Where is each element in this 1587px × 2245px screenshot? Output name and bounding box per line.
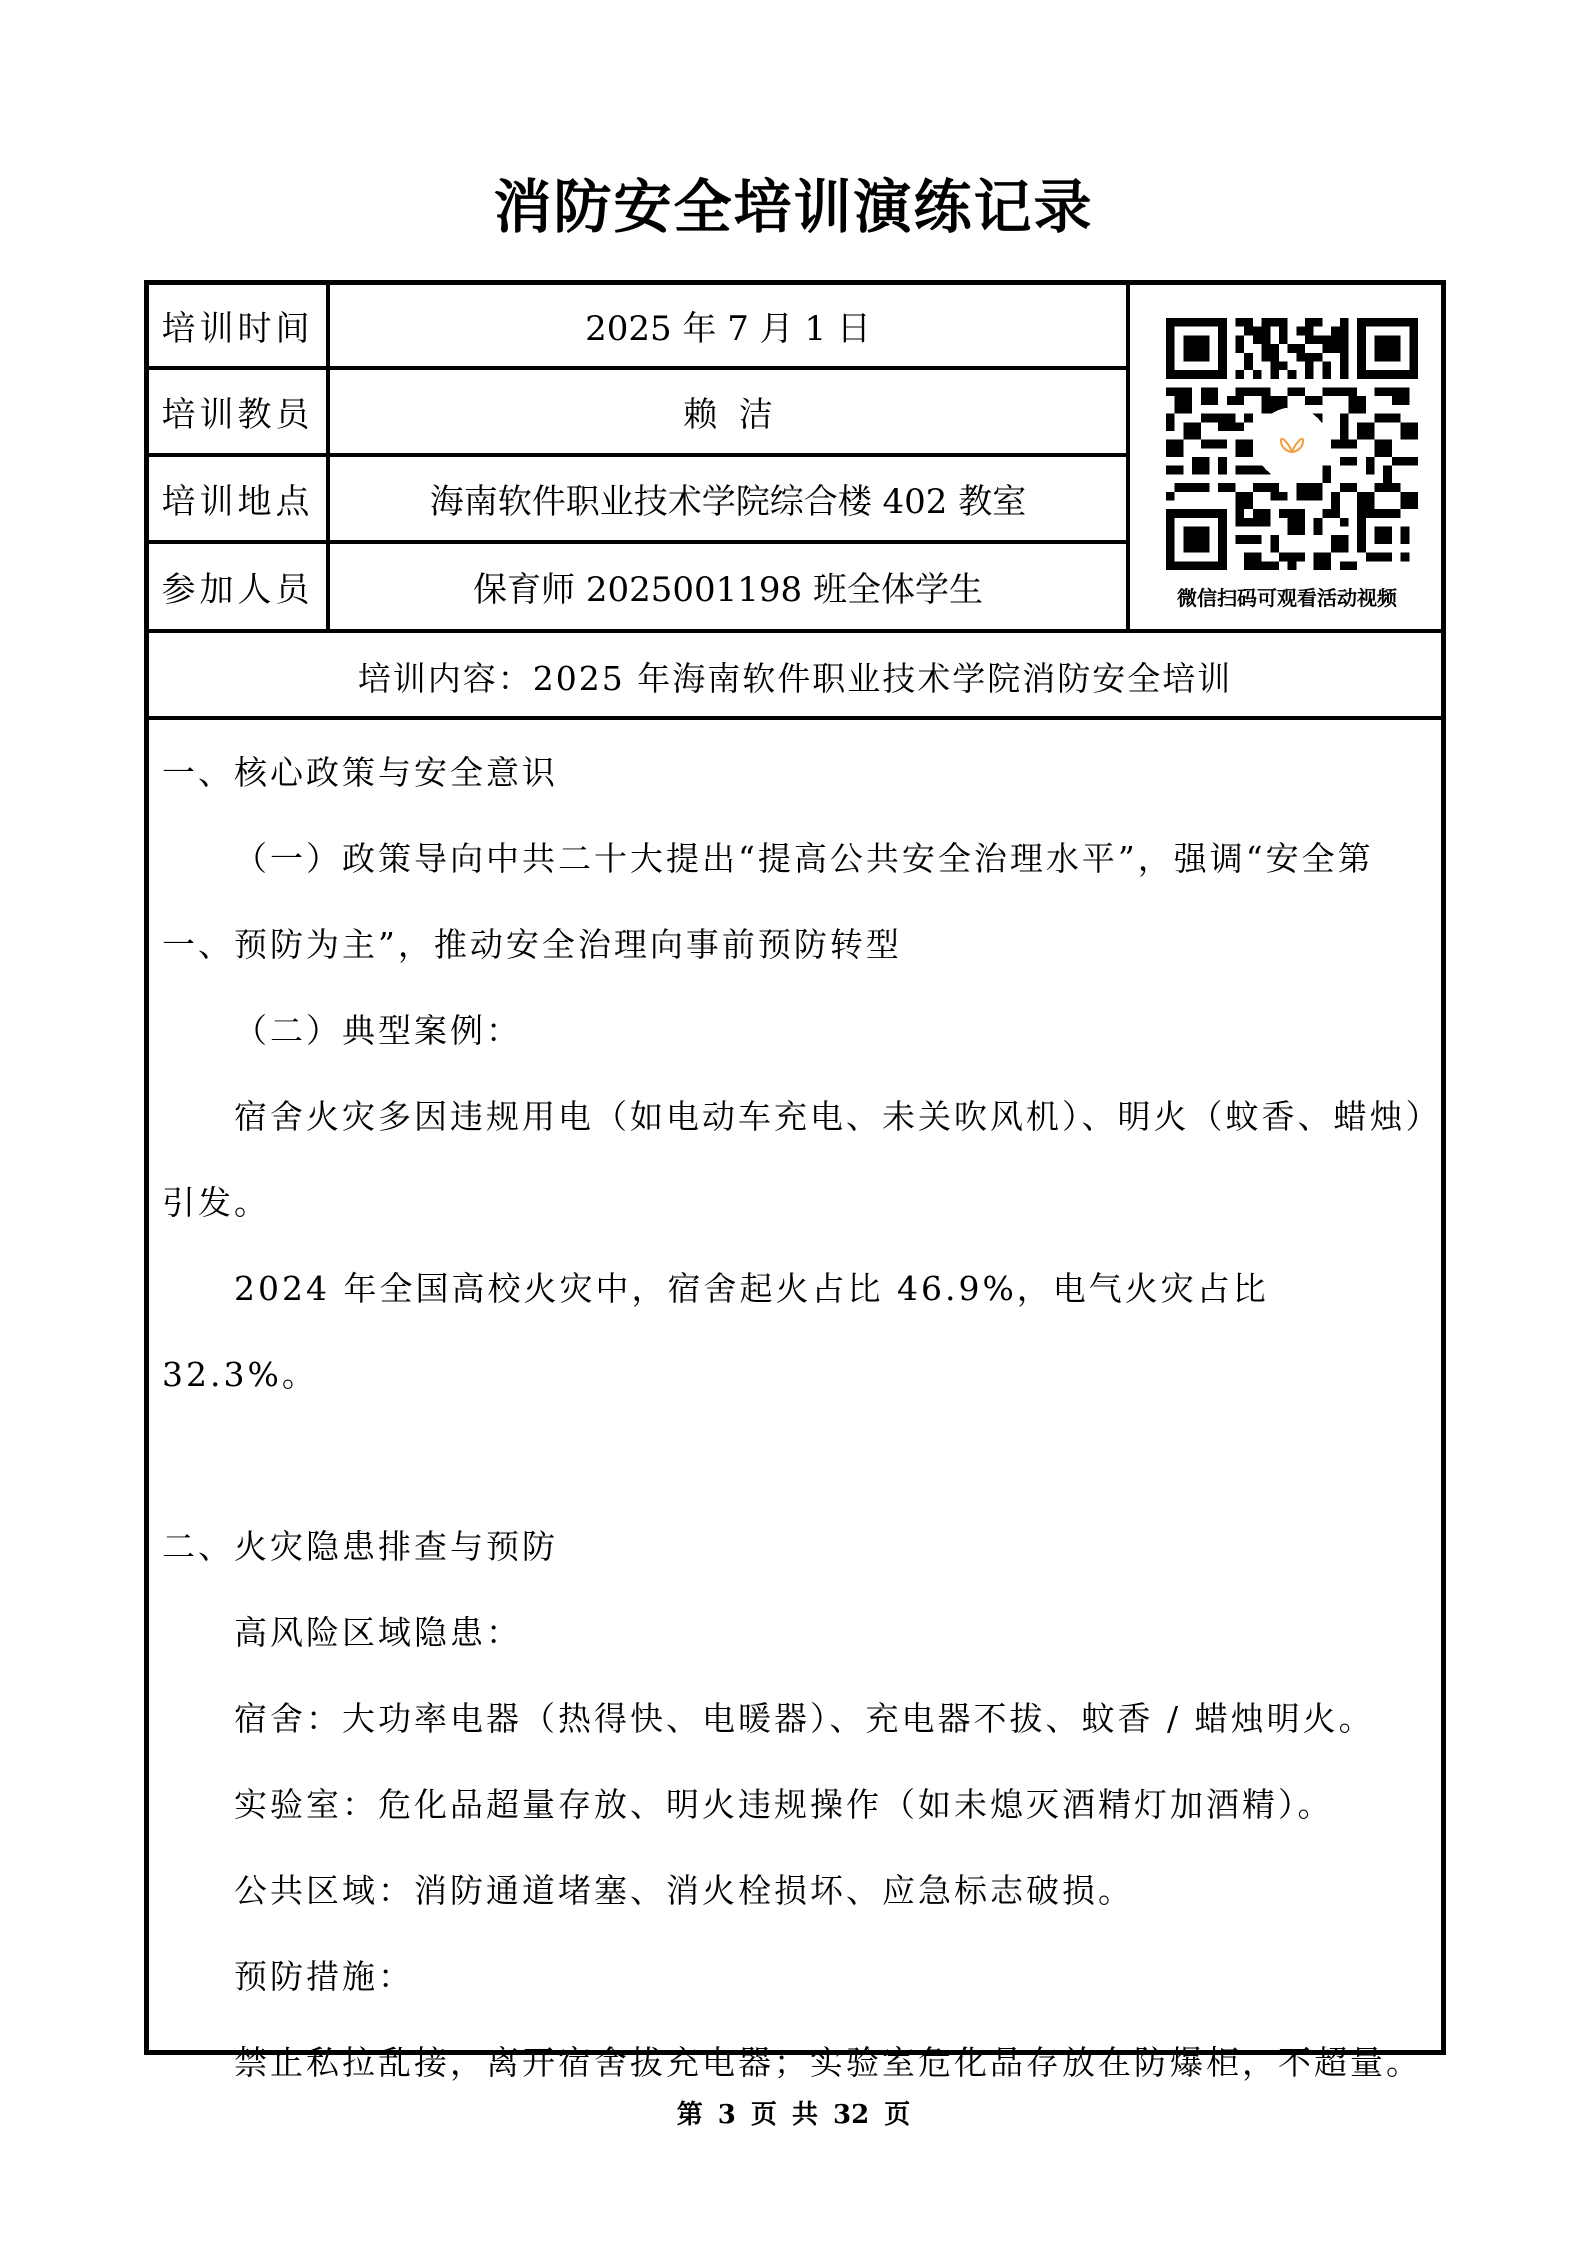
qr-caption: 微信扫码可观看活动视频	[1177, 586, 1397, 610]
butterfly-logo-icon	[1278, 432, 1306, 456]
paragraph: （一）政策导向中共二十大提出“提高公共安全治理水平”，强调“安全第一、预防为主”，推动安全治理向事前预防转型	[162, 839, 1374, 964]
document-title: 消防安全培训演练记录	[493, 173, 1094, 241]
page-number: 第 3 页 共 32 页	[676, 2100, 911, 2130]
paragraph: 高风险区域隐患：	[234, 1613, 522, 1652]
training-content-body	[162, 730, 1432, 2106]
label-participants: 参加人员	[161, 570, 314, 610]
label-location: 培训地点	[161, 482, 314, 522]
paragraph: 2024 年全国高校火灾中，宿舍起火占比 46.9%，电气火灾占比 32.3%。	[162, 1269, 1269, 1394]
paragraph: 公共区域：消防通道堵塞、消火栓损坏、应急标志破损。	[234, 1871, 1134, 1910]
paragraph: 实验室：危化品超量存放、明火违规操作（如未熄灭酒精灯加酒精）。	[234, 1785, 1334, 1824]
paragraph: 禁止私拉乱接，离开宿舍拔充电器；实验室危化品存放在防爆柜，不超量。	[234, 2043, 1422, 2082]
label-trainer: 培训教员	[161, 395, 314, 435]
value-training-time: 2025 年 7 月 1 日	[585, 309, 871, 349]
qr-code-icon[interactable]	[1166, 318, 1418, 570]
label-training-time: 培训时间	[161, 309, 314, 349]
value-location: 海南软件职业技术学院综合楼 402 教室	[429, 482, 1027, 522]
row-divider	[144, 629, 1446, 633]
paragraph: 宿舍火灾多因违规用电（如电动车充电、未关吹风机）、明火（蚊香、蜡烛）引发。	[162, 1097, 1425, 1222]
section-heading: 一、核心政策与安全意识	[162, 753, 558, 792]
value-trainer: 赖 洁	[683, 395, 773, 435]
value-participants: 保育师 2025001198 班全体学生	[473, 570, 983, 610]
paragraph: 预防措施：	[234, 1957, 414, 1996]
paragraph: （二）典型案例：	[234, 1011, 522, 1050]
spacer	[162, 1418, 1432, 1504]
paragraph: 宿舍：大功率电器（热得快、电暖器）、充电器不拔、蚊香 / 蜡烛明火。	[234, 1699, 1375, 1738]
section-heading: 二、火灾隐患排查与预防	[162, 1527, 558, 1566]
column-divider	[1126, 280, 1130, 631]
content-title: 培训内容：2025 年海南软件职业技术学院消防安全培训	[357, 658, 1233, 698]
